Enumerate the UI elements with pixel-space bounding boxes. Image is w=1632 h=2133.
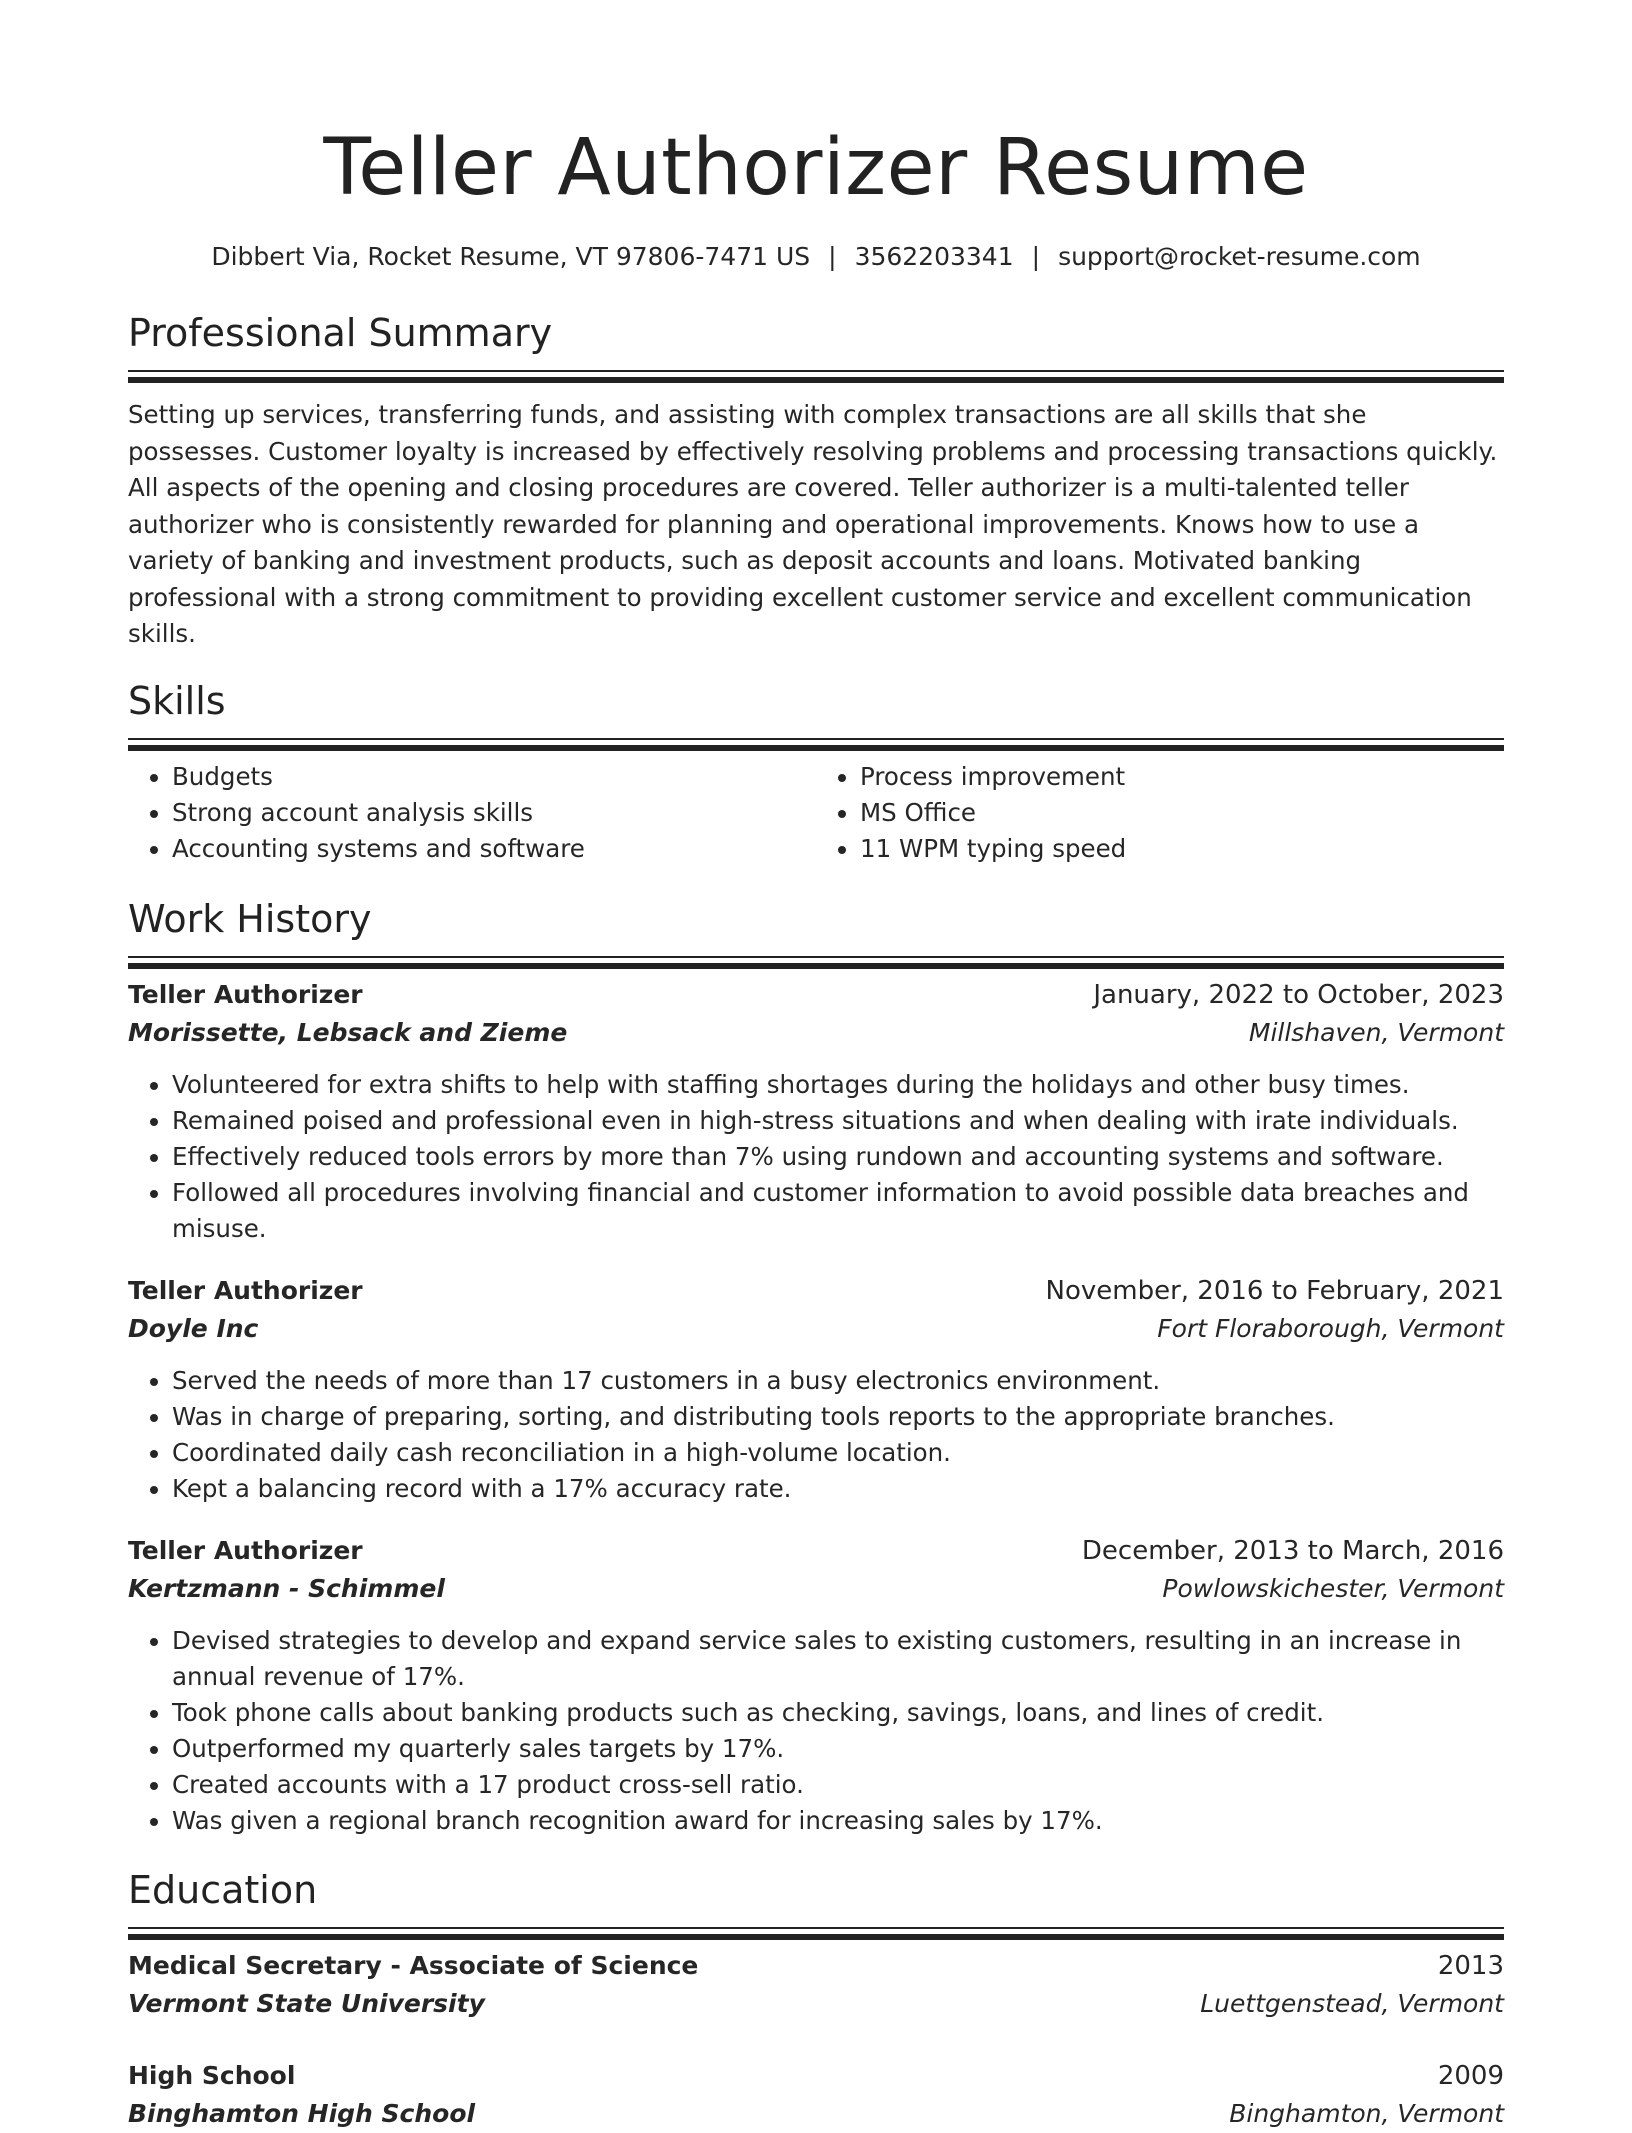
job-bullets [128, 1067, 1504, 1247]
job-bullet: • Effectively reduced tools errors by more than 7% using rundown and accounting systems and software. [172, 1139, 1504, 1175]
job-title: Teller Authorizer [128, 979, 363, 1009]
contact-phone: 3562203341 [854, 242, 1014, 271]
education-location: Luettgenstead, Vermont [1200, 1988, 1504, 2018]
job-bullet: • Followed all procedures involving financial and customer information to avoid possible data breaches and misuse. [172, 1175, 1504, 1247]
job-bullets [128, 1363, 1504, 1507]
education-year: 2013 [1437, 1950, 1504, 1981]
job-title: Teller Authorizer [128, 1275, 363, 1305]
section-heading-skills: Skills [128, 678, 226, 723]
education-school-row [128, 2095, 1504, 2133]
job-title: Teller Authorizer [128, 1535, 363, 1565]
job-location: Millshaven, Vermont [1248, 1017, 1504, 1047]
job-bullet: • Served the needs of more than 17 customers in a busy electronics environment. [172, 1363, 1504, 1399]
contact-separator: | [1031, 242, 1041, 271]
job-bullet: • Volunteered for extra shifts to help with staffing shortages during the holidays and other busy times. [172, 1067, 1504, 1103]
section-divider [128, 956, 1504, 958]
summary-section [128, 308, 1504, 653]
section-divider [128, 738, 1504, 740]
job-bullet: • Was given a regional branch recognition award for increasing sales by 17%. [172, 1803, 1504, 1839]
job-entry [128, 976, 1504, 1247]
education-entry [128, 1947, 1504, 2023]
contact-address: Dibbert Via, Rocket Resume, VT 97806-7471 US [211, 242, 811, 271]
job-entry [128, 1532, 1504, 1839]
job-header-row [128, 1272, 1504, 1310]
skill-item: • 11 WPM typing speed [860, 831, 1504, 867]
job-company-row [128, 1570, 1504, 1608]
skills-section [128, 676, 1504, 867]
education-section [128, 1865, 1504, 2133]
job-company: Morissette, Lebsack and Zieme [128, 1017, 568, 1047]
job-dates: December, 2013 to March, 2016 [1081, 1535, 1504, 1566]
skill-item: • Process improvement [860, 759, 1504, 795]
job-bullet: • Was in charge of preparing, sorting, and distributing tools reports to the appropriate branches. [172, 1399, 1504, 1435]
skills-list-right [816, 759, 1504, 867]
education-school: Binghamton High School [128, 2098, 476, 2128]
section-divider [128, 1927, 1504, 1929]
job-bullet: • Coordinated daily cash reconciliation in a high-volume location. [172, 1435, 1504, 1471]
education-degree: High School [128, 2060, 296, 2090]
job-company: Kertzmann - Schimmel [128, 1573, 445, 1603]
skills-list-left [128, 759, 816, 867]
contact-email: support@rocket-resume.com [1058, 242, 1421, 271]
education-degree: Medical Secretary - Associate of Science [128, 1950, 699, 1980]
job-header-row [128, 1532, 1504, 1570]
education-header-row [128, 2057, 1504, 2095]
contact-separator: | [828, 242, 837, 271]
job-bullet: • Remained poised and professional even in high-stress situations and when dealing with irate individuals. [172, 1103, 1504, 1139]
job-company-row [128, 1310, 1504, 1348]
job-bullet: • Kept a balancing record with a 17% accuracy rate. [172, 1471, 1504, 1507]
job-bullet: • Devised strategies to develop and expand service sales to existing customers, resulting in an increase in annual revenue of 17%. [172, 1623, 1504, 1695]
job-company-row [128, 1014, 1504, 1052]
section-heading-summary: Professional Summary [128, 311, 553, 355]
section-divider [128, 370, 1504, 372]
education-location: Binghamton, Vermont [1229, 2098, 1504, 2128]
skill-item: • Budgets [172, 759, 816, 795]
education-header-row [128, 1947, 1504, 1985]
section-heading-education: Education [128, 1867, 318, 1912]
education-school: Vermont State University [128, 1988, 485, 2018]
summary-text: Setting up services, transferring funds, and assisting with complex transactions are all skills that she possesses. Customer loyalty is increased by effectively resolving problems and processing transactions quickly. All aspects of the opening and closing procedures are covered. Teller authorizer is a multi-talented teller authorizer who is consistently rewarded for planning and operational improvements. Knows how to use a variety of banking and investment products, such as deposit accounts and loans. Motivated banking professional with a strong commitment to providing excellent customer service and excellent communication skills. [128, 400, 1498, 648]
job-company: Doyle Inc [128, 1313, 259, 1343]
job-entry [128, 1272, 1504, 1507]
job-bullet: • Took phone calls about banking products such as checking, savings, loans, and lines of credit. [172, 1695, 1504, 1731]
education-entry [128, 2057, 1504, 2133]
section-heading-work-history: Work History [128, 896, 372, 941]
job-location: Powlowskichester, Vermont [1162, 1573, 1504, 1603]
education-school-row [128, 1985, 1504, 2023]
education-year: 2009 [1437, 2060, 1504, 2091]
work-history-section [128, 894, 1504, 1839]
contact-line [128, 240, 1504, 274]
job-header-row [128, 976, 1504, 1014]
job-bullet: • Outperformed my quarterly sales targets by 17%. [172, 1731, 1504, 1767]
skill-item: • MS Office [860, 795, 1504, 831]
skill-item: • Strong account analysis skills [172, 795, 816, 831]
job-bullets [128, 1623, 1504, 1839]
skill-item: • Accounting systems and software [172, 831, 816, 867]
skills-columns [128, 759, 1504, 867]
job-location: Fort Floraborough, Vermont [1157, 1313, 1504, 1343]
job-dates: November, 2016 to February, 2021 [1045, 1275, 1504, 1306]
job-dates: January, 2022 to October, 2023 [1093, 979, 1504, 1010]
job-bullet: • Created accounts with a 17 product cross-sell ratio. [172, 1767, 1504, 1803]
resume-title: Teller Authorizer Resume [323, 123, 1309, 213]
